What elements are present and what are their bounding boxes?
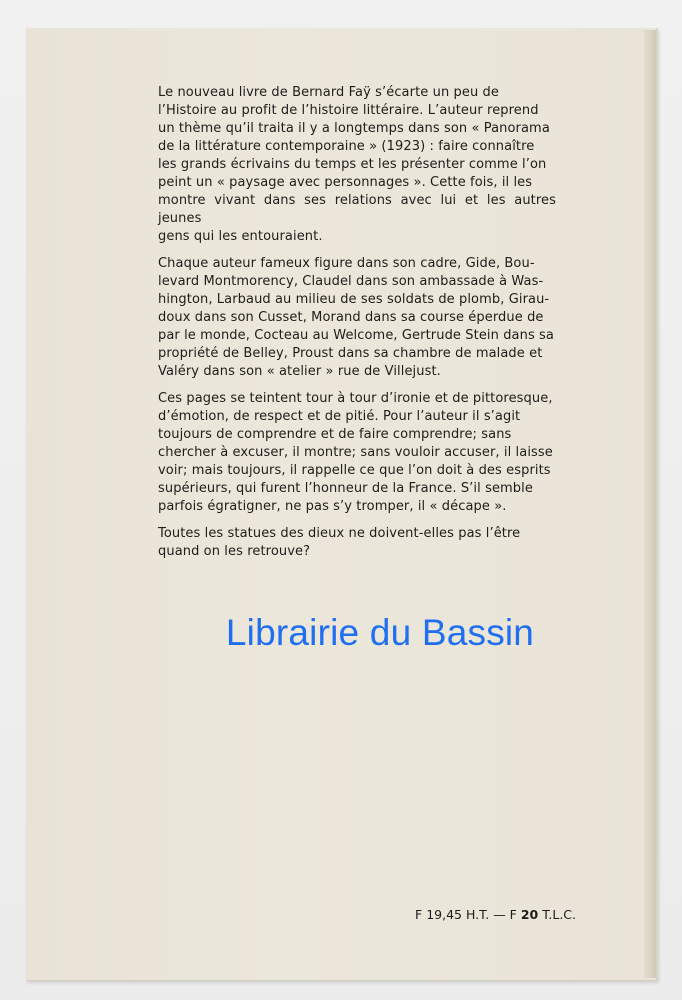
- blurb-paragraph-2: Chaque auteur fameux figure dans son cadre, Gide, Bou- levard Montmorency, Claudel dans son ambassade à Was- hington, Larbaud au milieu de ses soldats de plomb, Girau- doux dans son Cusset, Morand dans sa course éperdue de par le monde, Cocteau au Welcome, Gertrude Stein dans sa propriété de Belley, Proust dans sa chambre de malade et Valéry dans son « atelier » rue de Villejust.: [158, 256, 554, 379]
- blurb-paragraph-1: Le nouveau livre de Bernard Faÿ s’écarte un peu de l’Histoire au profit de l’histoire littéraire. L’auteur reprend un thème qu’il traita il y a longtemps dans son « Panorama de la littérature contemporaine » (1923) : faire connaître les grands écrivains du temps et les présenter comme l’on peint un « paysage avec personnages ». Cette fois, il les montre vivant dans ses relations avec lui et les autres jeunes gens qui les entouraient.: [158, 85, 556, 244]
- price-ttc-suffix: T.L.C.: [538, 907, 576, 922]
- back-cover-blurb: [158, 84, 556, 570]
- price-ttc-value: 20: [520, 907, 539, 922]
- book-edge: [644, 30, 656, 978]
- blurb-paragraph-4: Toutes les statues des dieux ne doivent-elles pas l’être quand on les retrouve?: [158, 526, 521, 559]
- price-line: [380, 907, 576, 922]
- blurb-paragraph-3: Ces pages se teintent tour à tour d’ironie et de pittoresque, d’émotion, de respect et de pitié. Pour l’auteur il s’agit toujours de comprendre et de faire comprendre; sans chercher à excuser, il montre; sans vouloir accuser, il laisse voir; mais toujours, il rappelle ce que l’on doit à des esprits supérieurs, qui furent l’honneur de la France. S’il semble parfois égratigner, ne pas s’y tromper, il « décape ».: [158, 391, 553, 514]
- bookseller-watermark: Librairie du Bassin: [225, 612, 535, 653]
- price-ht: F 19,45 H.T. — F: [415, 907, 521, 922]
